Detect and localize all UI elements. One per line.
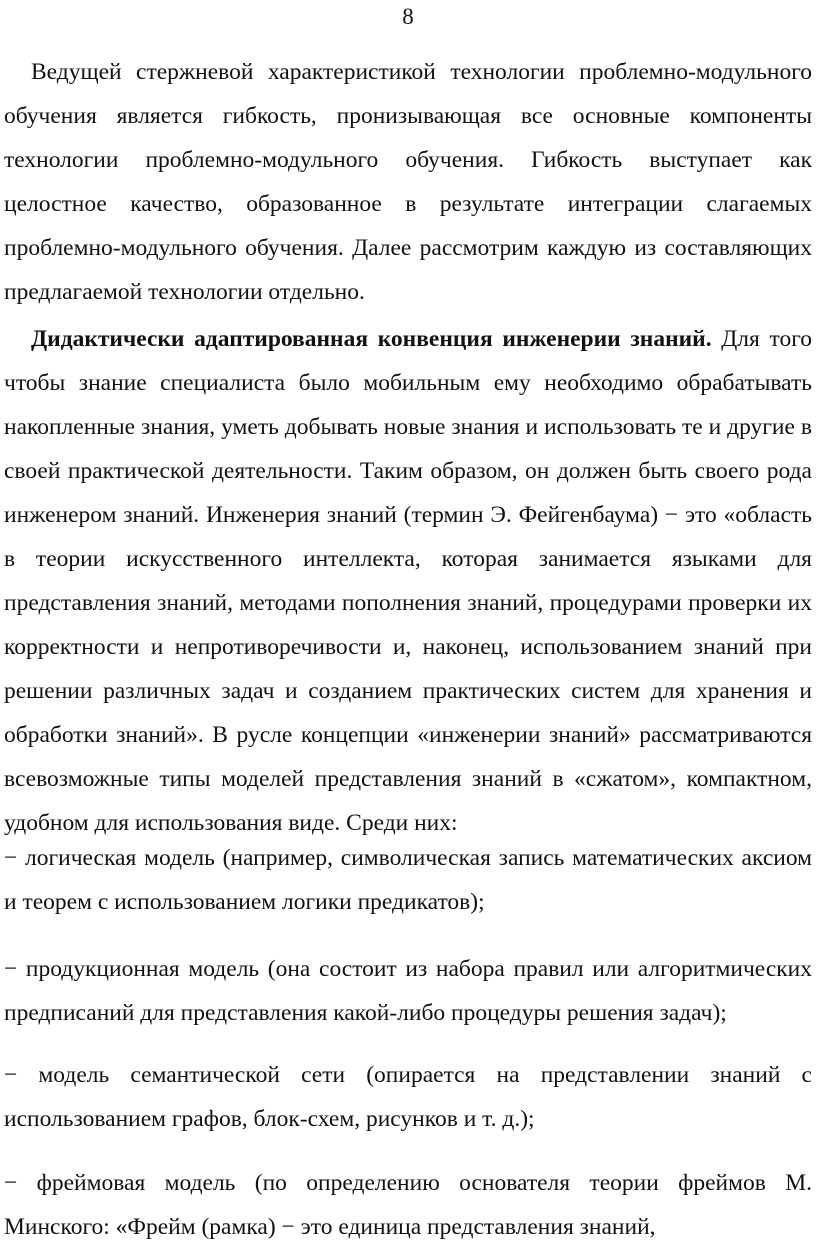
list-item: − логическая модель (например, символическая запись математических аксиом и теорем с использованием логики предикатов); <box>4 845 812 915</box>
paragraph-flexibility: Ведущей стержневой характеристикой технологии проблемно-модульного обучения является гибкость, пронизывающая все основные компоненты технологии проблемно-модульного обучения. Гибкость выступает как целостное качество, образованное в результате интеграции слагаемых проблемно-модульного обучения. Далее рассмотрим каждую из составляющих предлагаемой технологии отдельно. <box>4 59 812 305</box>
page-number: 8 <box>402 4 414 29</box>
paragraph-heading: Дидактически адаптированная конвенция инженерии знаний. <box>31 326 712 352</box>
list-item: − модель семантической сети (опирается на представлении знаний с использованием графов, блок-схем, рисунков и т. д.); <box>4 1062 812 1132</box>
paragraph-knowledge-engineering <box>4 317 812 845</box>
paragraph-body: Для того чтобы знание специалиста было мобильным ему необходимо обрабатывать накопленные знания, уметь добывать новые знания и использовать те и другие в своей практической деятельности. Таким образом, он должен быть своего рода инженером знаний. Инженерия знаний (термин Э. Фейгенбаума) − это «область в теории искусственного интеллекта, которая занимается языками для представления знаний, методами пополнения знаний, процедурами проверки их корректности и непротиворечивости и, наконец, использованием знаний при решении различных задач и созданием практических систем для хранения и обработки знаний». В русле концепции «инженерии знаний» рассматриваются всевозможные типы моделей представления знаний в «сжатом», компактном, удобном для использования виде. Среди них: <box>4 326 812 836</box>
list-item: − фреймовая модель (по определению основателя теории фреймов М. Минского: «Фрейм (рамка) − это единица представления знаний, <box>4 1170 812 1240</box>
list-item: − продукционная модель (она состоит из набора правил или алгоритмических предписаний для представления какой-либо процедуры решения задач); <box>4 956 812 1026</box>
